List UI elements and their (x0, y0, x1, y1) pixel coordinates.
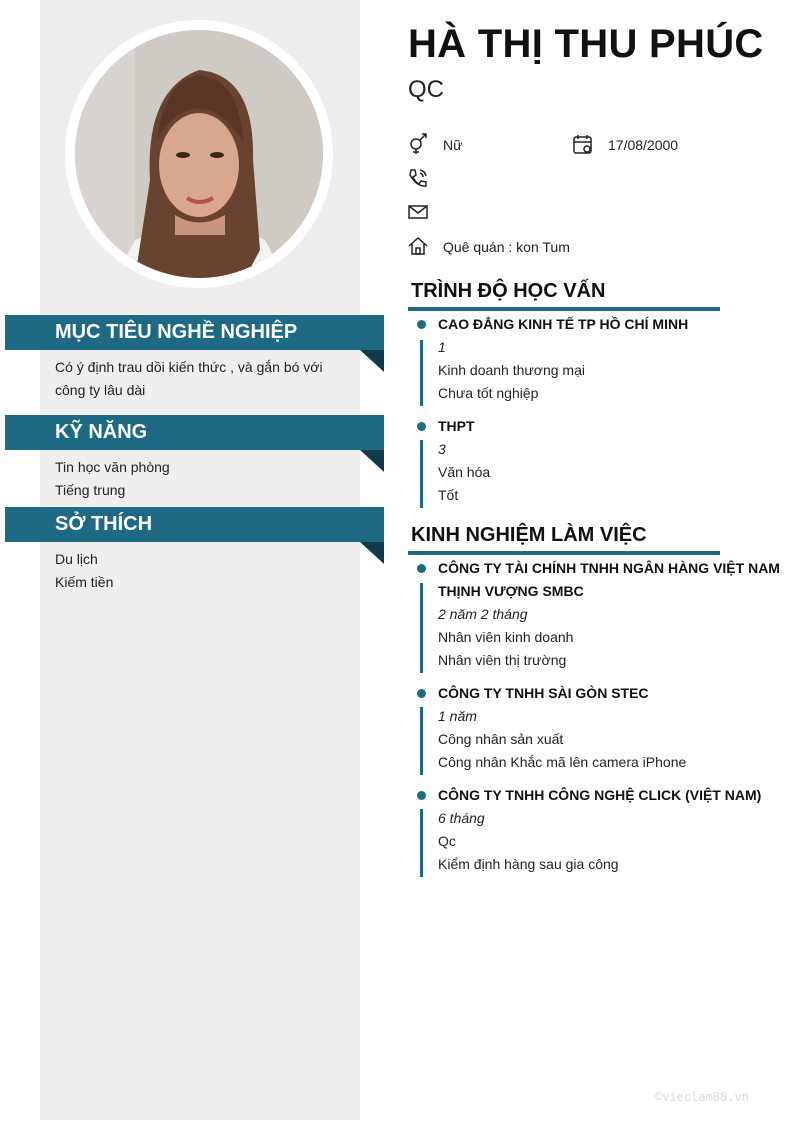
experience-heading: KINH NGHIỆM LÀM VIỆC (411, 524, 647, 546)
experience-bullet (417, 689, 426, 698)
company-name: CÔNG TY TNHH CÔNG NGHỆ CLICK (VIỆT NAM) (438, 787, 762, 803)
phone-icon (407, 167, 429, 189)
hobby-item: Kiếm tiền (55, 574, 114, 590)
candidate-name: HÀ THỊ THU PHÚC (408, 22, 764, 66)
skills-heading: KỸ NĂNG (5, 415, 384, 450)
skills-list (55, 456, 345, 502)
hobby-item: Du lịch (55, 551, 98, 567)
calendar-icon (572, 133, 594, 155)
experience-timeline (420, 707, 423, 775)
company-name-continued: THỊNH VƯỢNG SMBC (438, 583, 584, 599)
email-icon (407, 201, 429, 223)
experience-entry (438, 682, 783, 774)
objective-banner-fold (360, 350, 384, 372)
company-name: CÔNG TY TNHH SÀI GÒN STEC (438, 685, 649, 701)
experience-position: Nhân viên kinh doanh (438, 629, 574, 645)
education-entry (438, 313, 783, 405)
experience-bullet (417, 791, 426, 800)
education-entry (438, 415, 783, 507)
experience-description: Kiểm định hàng sau gia công (438, 856, 619, 872)
experience-position: Công nhân sản xuất (438, 731, 564, 747)
experience-duration: 2 năm 2 tháng (438, 606, 528, 622)
hobbies-banner-fold (360, 542, 384, 564)
education-major: Văn hóa (438, 464, 491, 480)
objective-line: Có ý định trau dồi kiến thức , và gắn bó với (55, 359, 323, 375)
experience-description: Nhân viên thị trường (438, 652, 567, 668)
home-icon (407, 235, 429, 257)
hobbies-list (55, 548, 345, 594)
experience-description: Công nhân Khắc mã lên camera iPhone (438, 754, 687, 770)
experience-entry (438, 557, 783, 672)
experience-timeline (420, 583, 423, 673)
school-name: THPT (438, 418, 475, 434)
school-name: CAO ĐẲNG KINH TẾ TP HỒ CHÍ MINH (438, 316, 689, 332)
education-major: Kinh doanh thương mại (438, 362, 585, 378)
experience-duration: 6 tháng (438, 810, 485, 826)
education-underline (408, 307, 720, 311)
skill-item: Tin học văn phòng (55, 459, 170, 475)
job-title: QC (408, 76, 444, 103)
education-bullet (417, 422, 426, 431)
education-heading: TRÌNH ĐỘ HỌC VẤN (411, 280, 606, 302)
company-name: CÔNG TY TÀI CHÍNH TNHH NGÂN HÀNG VIỆT NAM (438, 560, 780, 576)
skills-banner-fold (360, 450, 384, 472)
watermark: ©vieclam88.vn (655, 1090, 749, 1104)
education-status: Tốt (438, 487, 459, 503)
education-status: Chưa tốt nghiệp (438, 385, 539, 401)
experience-bullet (417, 564, 426, 573)
gender-value: Nữ (443, 137, 463, 153)
skill-item: Tiếng trung (55, 482, 126, 498)
education-timeline (420, 340, 423, 406)
gender-icon (407, 133, 429, 155)
experience-underline (408, 551, 720, 555)
objective-line: công ty lâu dài (55, 382, 146, 398)
birthdate-value: 17/08/2000 (608, 137, 679, 153)
objective-text (55, 356, 345, 402)
objective-heading: MỤC TIÊU NGHỀ NGHIỆP (5, 315, 384, 350)
education-duration: 1 (438, 339, 446, 355)
hometown-value: Quê quán : kon Tum (443, 239, 570, 255)
education-timeline (420, 440, 423, 508)
hobbies-heading: SỞ THÍCH (5, 507, 384, 542)
experience-duration: 1 năm (438, 708, 477, 724)
experience-timeline (420, 809, 423, 877)
experience-position: Qc (438, 833, 456, 849)
avatar (75, 30, 323, 278)
education-duration: 3 (438, 441, 446, 457)
education-bullet (417, 320, 426, 329)
experience-entry (438, 784, 783, 876)
